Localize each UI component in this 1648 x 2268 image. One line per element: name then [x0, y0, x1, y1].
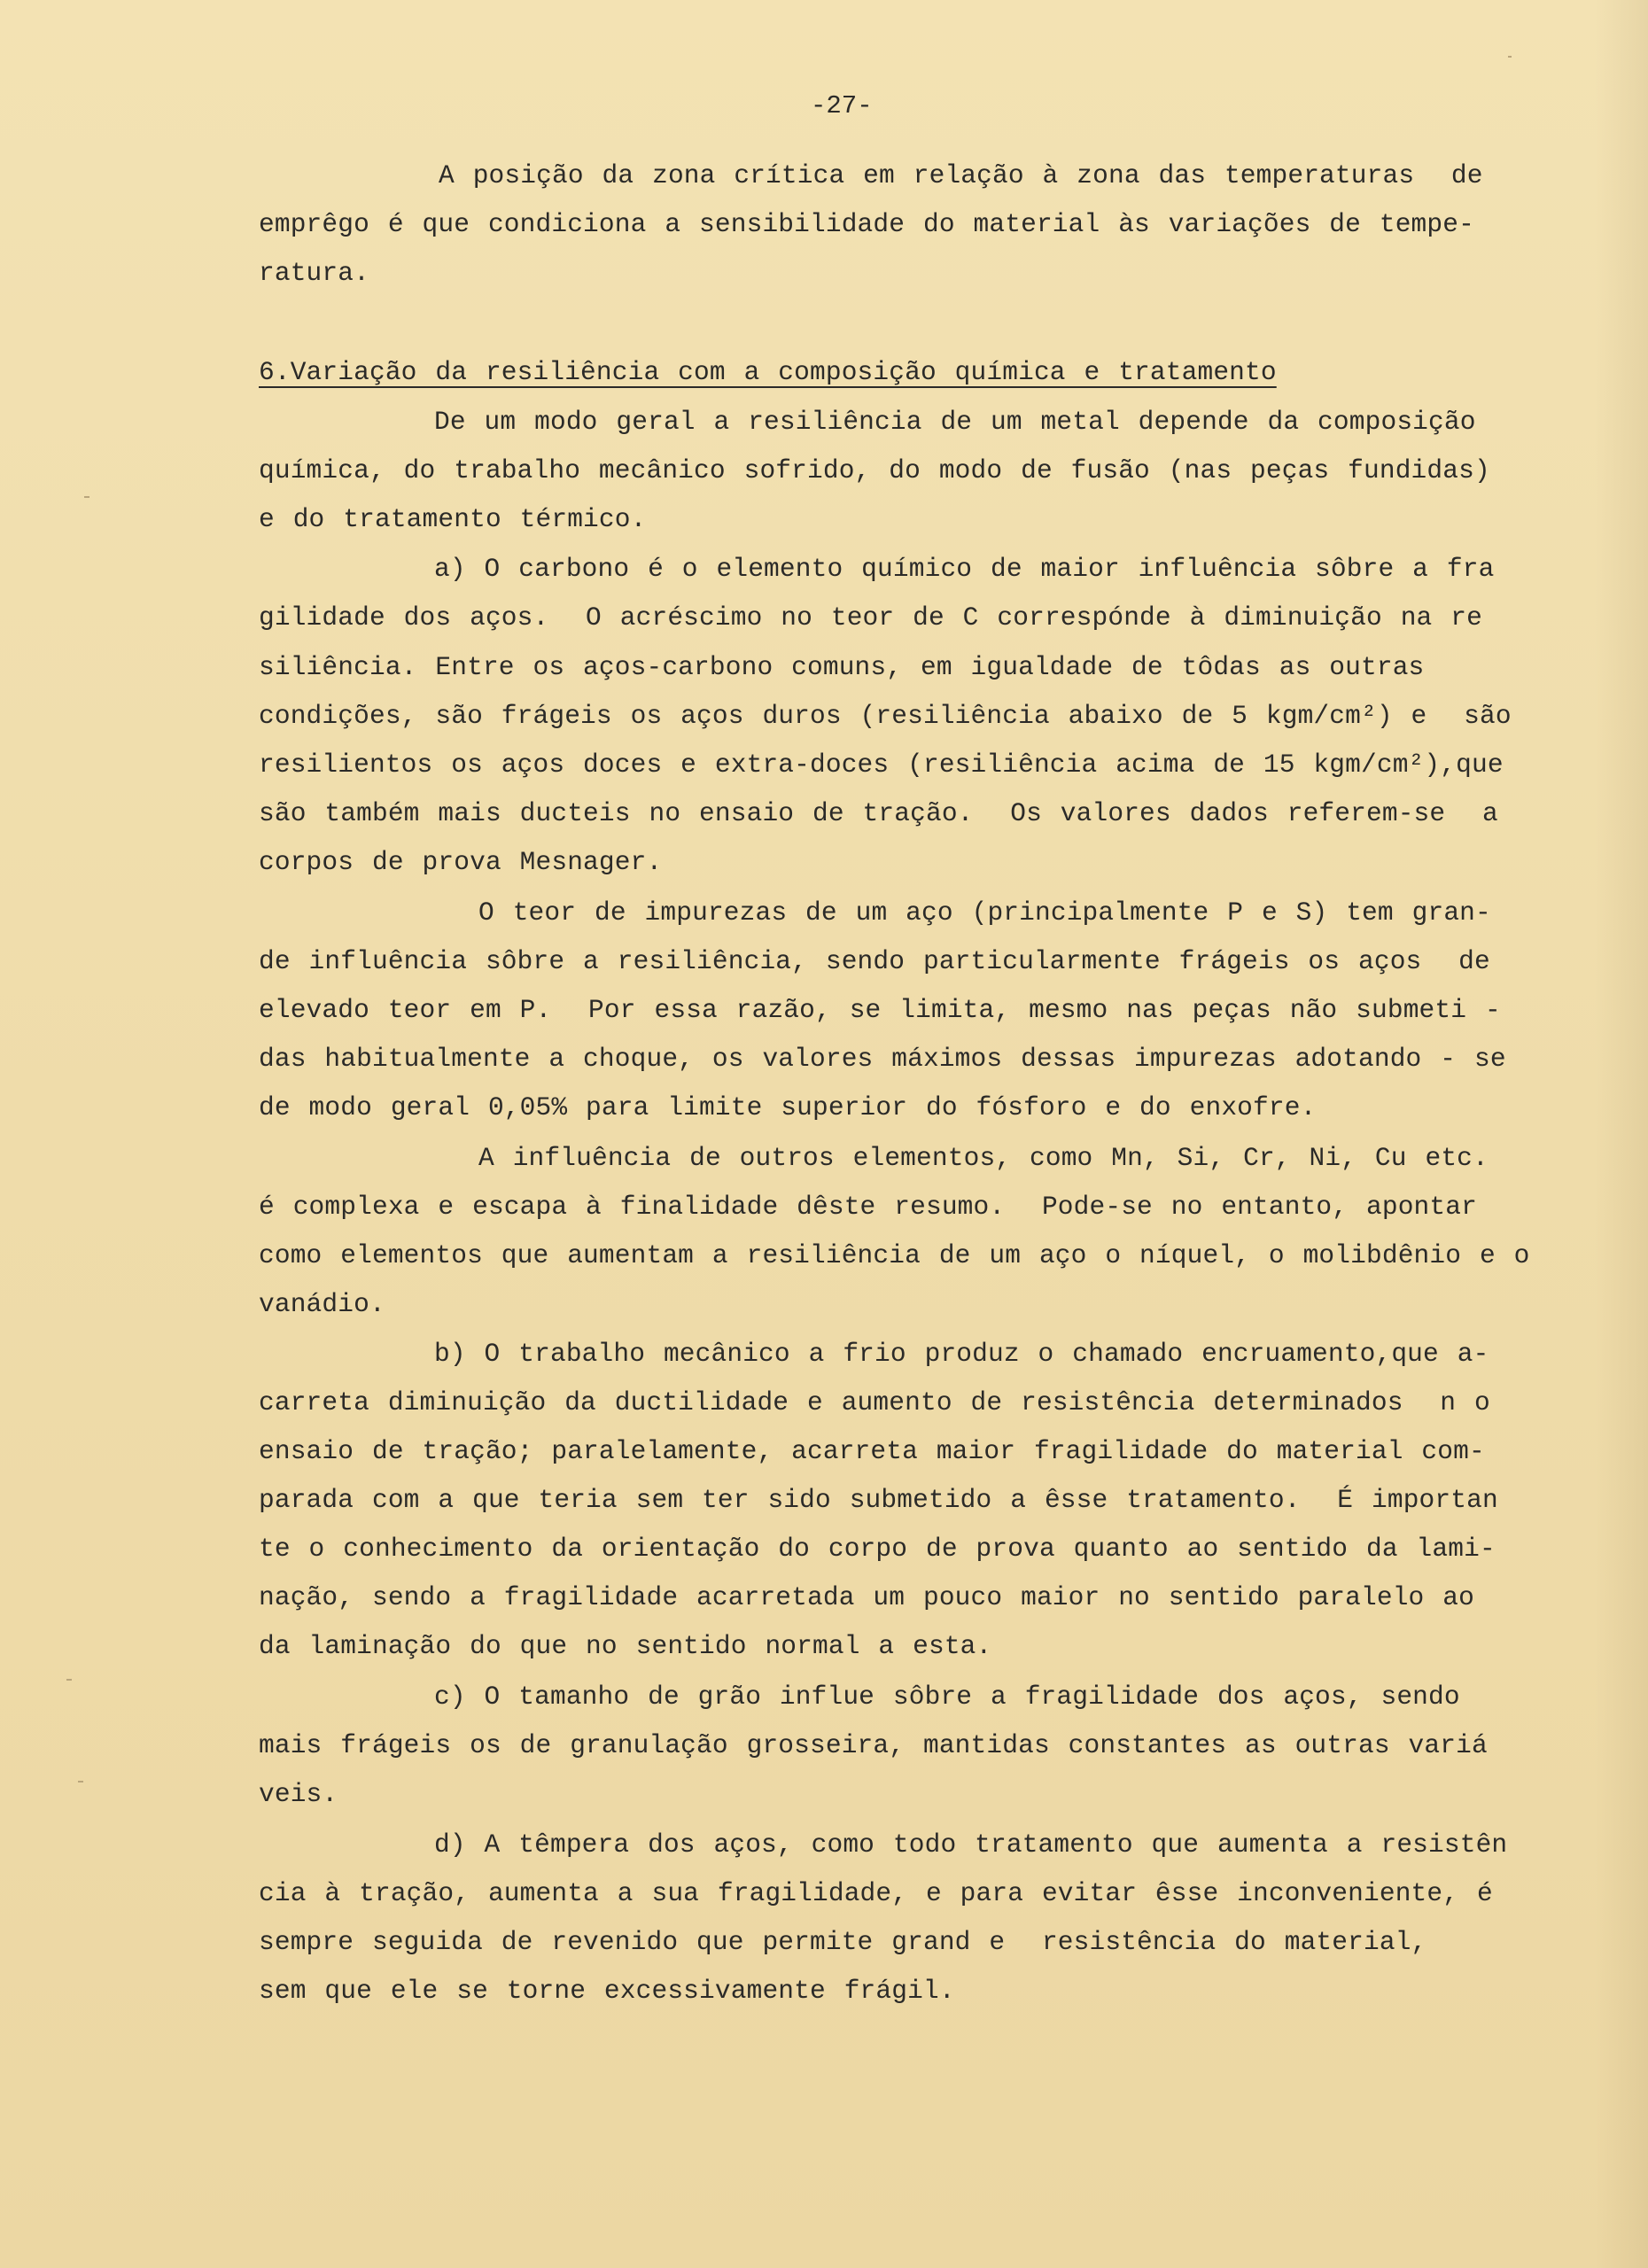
- paragraph-impurities-line-5: de modo geral 0,05% para limite superior do fósforo e do enxofre.: [259, 1092, 1317, 1122]
- paragraph-2-line-2: química, do trabalho mecânico sofrido, do modo de fusão (nas peças fundidas): [259, 455, 1490, 485]
- paragraph-impurities-line-2: de influência sôbre a resiliência, sendo particularmente frágeis os aços de: [259, 946, 1490, 976]
- item-d-line-2: cia à tração, aumenta a sua fragilidade, e para evitar êsse inconveniente, é: [259, 1878, 1493, 1908]
- item-b-line-5: te o conhecimento da orientação do corpo de prova quanto ao sentido da lami-: [259, 1534, 1496, 1564]
- item-a-line-3: siliência. Entre os aços-carbono comuns, em igualdade de tôdas as outras: [259, 652, 1425, 682]
- section-heading: 6.Variação da resiliência com a composição química e tratamento: [259, 357, 1277, 387]
- item-c-line-2: mais frágeis os de granulação grosseira, mantidas constantes as outras variá: [259, 1730, 1488, 1760]
- page-number: -27-: [811, 91, 873, 120]
- paragraph-impurities-line-1: O teor de impurezas de um aço (principalmente P e S) tem gran-: [478, 897, 1491, 928]
- item-b-line-3: ensaio de tração; paralelamente, acarreta maior fragilidade do material com-: [259, 1436, 1485, 1466]
- item-b-line-4: parada com a que teria sem ter sido submetido a êsse tratamento. É importan: [259, 1485, 1498, 1515]
- paragraph-1-line-2: emprêgo é que condiciona a sensibilidade do material às variações de tempe-: [259, 209, 1474, 239]
- item-a-line-5: resilientos os aços doces e extra-doces (resiliência acima de 15 kgm/cm²),que: [259, 750, 1504, 780]
- item-a-line-6: são também mais ducteis no ensaio de tração. Os valores dados referem-se a: [259, 798, 1498, 828]
- item-d-line-1: d) A têmpera dos aços, como todo tratamento que aumenta a resistên: [434, 1829, 1508, 1860]
- item-b-line-7: da laminação do que no sentido normal a esta.: [259, 1631, 992, 1661]
- item-d-line-3: sempre seguida de revenido que permite grand e resistência do material,: [259, 1927, 1427, 1957]
- paragraph-impurities-line-3: elevado teor em P. Por essa razão, se limita, mesmo nas peças não submeti -: [259, 995, 1501, 1025]
- paragraph-impurities-line-4: das habitualmente a choque, os valores máximos dessas impurezas adotando - se: [259, 1044, 1506, 1074]
- item-a-line-1: a) O carbono é o elemento químico de maior influência sôbre a fra: [434, 554, 1495, 584]
- item-c-line-1: c) O tamanho de grão influe sôbre a fragilidade dos aços, sendo: [434, 1682, 1460, 1712]
- paragraph-elements-line-2: é complexa e escapa à finalidade dêste resumo. Pode-se no entanto, apontar: [259, 1192, 1477, 1222]
- paragraph-elements-line-3: como elementos que aumentam a resiliência de um aço o níquel, o molibdênio e o: [259, 1240, 1530, 1270]
- paragraph-2-line-1: De um modo geral a resiliência de um metal depende da composição: [434, 407, 1476, 437]
- paper-speck: [66, 1679, 72, 1681]
- paragraph-1-line-3: ratura.: [259, 258, 369, 288]
- item-d-line-4: sem que ele se torne excessivamente frágil.: [259, 1976, 955, 2006]
- page-edge-shadow: [1595, 0, 1648, 2268]
- paragraph-2-line-3: e do tratamento térmico.: [259, 504, 647, 534]
- item-a-line-2: gilidade dos aços. O acréscimo no teor de C correspónde à diminuição na re: [259, 602, 1482, 633]
- paper-speck: [84, 496, 89, 498]
- paragraph-1-line-1: A posição da zona crítica em relação à zona das temperaturas de: [439, 160, 1483, 190]
- item-a-line-4: condições, são frágeis os aços duros (resiliência abaixo de 5 kgm/cm²) e são: [259, 701, 1512, 731]
- item-b-line-6: nação, sendo a fragilidade acarretada um pouco maior no sentido paralelo ao: [259, 1582, 1474, 1612]
- paragraph-elements-line-1: A influência de outros elementos, como Mn, Si, Cr, Ni, Cu etc.: [478, 1143, 1489, 1173]
- paragraph-elements-line-4: vanádio.: [259, 1289, 385, 1319]
- paper-speck: [1508, 56, 1512, 58]
- item-c-line-3: veis.: [259, 1779, 338, 1809]
- item-a-line-7: corpos de prova Mesnager.: [259, 847, 663, 877]
- item-b-line-2: carreta diminuição da ductilidade e aumento de resistência determinados n o: [259, 1387, 1490, 1418]
- item-b-line-1: b) O trabalho mecânico a frio produz o chamado encruamento,que a-: [434, 1339, 1489, 1369]
- paper-speck: [78, 1781, 83, 1783]
